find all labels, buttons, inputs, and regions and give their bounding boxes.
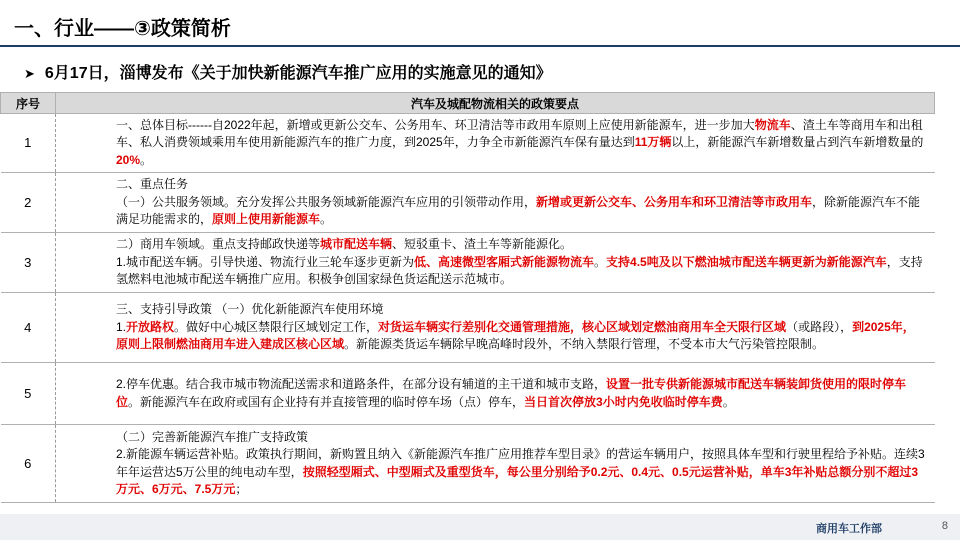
row-content [56,293,935,363]
row-number: 5 [1,363,56,425]
highlighted-text: 低、高速微型客厢式新能源物流车 [414,254,595,269]
table-row [1,293,935,363]
policy-text: ； [235,482,248,496]
policy-text: 2.新能源车辆运营补贴。政策执行期间，新购置且纳入《新能源汽车推广应用推荐车型目录》的营运车辆用户，按照具体车型和行驶里程给予补贴。连续3年年运营达5万公里的纯电动车型， [116,447,925,479]
policy-text: 2.停车优惠。结合我市城市物流配送需求和道路条件，在部分设有辅道的主干道和城市支路， [116,377,607,391]
row-content [56,233,935,293]
highlighted-text: 新增或更新公交车、公务用车和环卫清洁等市政用车 [536,194,813,209]
table-row [1,114,935,173]
header-no: 序号 [1,93,56,114]
policy-text: ，支持氢燃料电池城市配送车辆推广应用。积极争创国家绿色货运配送示范城市。 [116,254,923,287]
footer-department: 商用车工作部 [816,523,882,535]
subtitle [24,60,552,83]
table-header-row [1,93,935,114]
policy-text: 。新能源汽车在政府或国有企业持有并直接管理的临时停车场（点）停车， [128,394,525,409]
highlighted-text: 城市配送车辆 [320,237,393,252]
row-number: 2 [1,173,56,233]
row-number: 6 [1,425,56,503]
highlighted-text: 当日首次停放3小时内免收临时停车费 [524,394,723,409]
policy-table [0,92,935,503]
row-content [56,363,935,425]
highlighted-text: 设置一批专供新能源城市配送车辆装卸货使用的限时停车位 [116,377,907,409]
highlighted-text: 物流车 [754,117,791,132]
policy-text: ，除新能源汽车不能满足功能需求的， [116,194,921,227]
page-number: 8 [941,520,948,532]
highlighted-text: 开放路权 [126,319,175,334]
table-row [1,173,935,233]
row-content [56,425,935,503]
row-number: 1 [1,114,56,173]
policy-text: 、短驳重卡、渣土车等新能源化。 [392,237,573,252]
table-row [1,233,935,293]
row-content [56,114,935,173]
policy-text: 。新能源类货运车辆除早晚高峰时段外，不纳入禁限行管理，不受本市大气污染管控限制。 [344,337,825,352]
policy-text: 。 [594,254,607,269]
policy-text: 。 [140,152,153,167]
highlighted-text: 按照轻型厢式、中型厢式及重型货车，每公里分别给予0.2元、0.4元、0.5元运营补贴，单车3年补贴总额分别不超过3万元、6万元、7.5万元 [116,464,919,496]
highlighted-text: 原则上使用新能源车 [212,212,321,227]
policy-text: 以上，新能源汽车新增数量占到汽车新增数量的 [671,135,924,150]
policy-text: 。做好中心城区禁限行区域划定工作， [174,319,379,334]
policy-text: 一、总体目标------自2022年起，新增或更新公交车、公务用车、环卫清洁等市政用车原则上应使用新能源车，进一步加大 [116,117,755,132]
policy-text: （一）公共服务领域。充分发挥公共服务领域新能源汽车应用的引领带动作用， [116,194,537,209]
policy-text: 1.城市配送车辆。引导快递、物流行业三轮车逐步更新为 [116,254,415,269]
row-number: 4 [1,293,56,363]
policy-table-body [1,114,935,503]
row-number: 3 [1,233,56,293]
highlighted-text: 到2025年，原则上限制燃油商用车进入建成区核心区域 [116,319,915,352]
policy-text: 1. [116,319,127,334]
policy-text: （或路段）， [786,319,853,334]
policy-text: 二、重点任务 [116,177,189,192]
highlighted-text: 支持4.5吨及以下燃油城市配送车辆更新为新能源汽车 [606,254,887,269]
highlighted-text: 对货运车辆实行差别化交通管理措施，核心区域划定燃油商用车全天限行区域 [378,319,787,334]
title-divider [0,45,960,47]
arrow-bullet-icon: ➤ [24,66,35,81]
highlighted-text: 20% [116,152,141,167]
row-content [56,173,935,233]
policy-text: 。 [722,394,735,409]
policy-text: 。 [320,212,333,227]
header-content: 汽车及城配物流相关的政策要点 [56,93,935,114]
policy-text: 三、支持引导政策 （一）优化新能源汽车使用环境 [116,302,384,317]
policy-text: （二）完善新能源汽车推广支持政策 [116,429,309,444]
table-row [1,425,935,503]
table-row [1,363,935,425]
highlighted-text: 11万辆 [634,135,672,150]
policy-text: 、渣土车等商用车和出租车、私人消费领域乘用车使用新能源汽车的推广力度，到2025年，力争全市新能源汽车保有量达到 [116,117,923,150]
subtitle-text: 6月17日，淄博发布《关于加快新能源汽车推广应用的实施意见的通知》 [44,65,552,82]
policy-text: 二）商用车领域。重点支持邮政快递等 [116,237,321,252]
slide-title: 一、行业——③政策简析 [14,18,231,40]
